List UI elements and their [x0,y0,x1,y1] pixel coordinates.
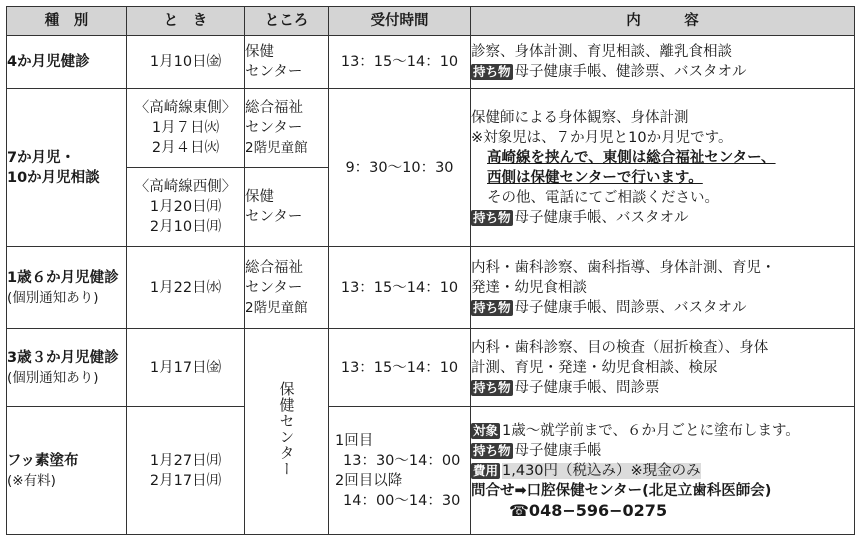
row-content [471,247,855,329]
row-place-east [245,89,329,168]
date-text: 〈高崎線東側〉 [134,100,237,116]
row-place [245,36,329,89]
time-text: 1回目 [335,432,374,449]
place-text: 総合福祉 [245,259,303,276]
row-date-east [127,89,245,168]
row-time [329,247,471,329]
content-text: ※対象児は、７か月児と10か月児です。 [471,129,733,146]
content-text: 保健師による身体観察、身体計測 [471,109,689,126]
content-text: 発達・幼児食相談 [471,279,587,296]
row-type [7,407,127,535]
date-text: 〈高崎線西側〉 [134,179,237,195]
table-row [7,247,855,329]
date-text: 1月17日㈮ [149,359,222,376]
row-type [7,329,127,407]
items-text: 母子健康手帳、バスタオル [514,209,689,226]
type-text: フッ素塗布 [7,452,79,469]
row-time [329,89,471,247]
items-text: 母子健康手帳 [514,442,602,459]
row-type [7,247,127,329]
items-tag: 持ち物 [473,442,511,458]
date-text: 1月22日㈬ [149,279,222,296]
content-text: 内科・歯科診察、歯科指導、身体計測、育児・ [471,259,776,276]
time-text: 13：15〜14：10 [340,54,459,70]
table-row [7,89,855,168]
type-note: (個別通知あり) [7,289,99,306]
row-date [127,247,245,329]
items-line [471,378,854,398]
content-text: 内科・歯科診察、目の検査（屈折検査）、身体 [471,339,769,356]
place-text: 保健 [245,189,274,205]
type-note: (※有料) [7,472,56,489]
items-tag: 持ち物 [473,379,511,395]
place-text: 2階児童館 [245,140,308,156]
fee-line [471,461,854,481]
fee-tag: 費用 [473,462,499,478]
content-text: 計測、育児・発達・幼児食相談、検尿 [471,359,718,376]
row-content [471,89,855,247]
date-text: 2月４日㈫ [151,140,220,156]
date-text: 1月27日㈪ [149,452,222,469]
target-line [471,421,854,441]
place-vertical-text: 保健センター [277,380,296,477]
type-text: 3歳３か月児健診 [7,349,119,366]
row-time [329,407,471,535]
table-row [7,36,855,89]
items-tag: 持ち物 [473,299,511,315]
items-line [471,208,854,228]
row-time [329,329,471,407]
table-row [7,329,855,407]
row-content [471,329,855,407]
content-text: 西側は保健センターで行います。 [487,169,703,186]
items-line [471,441,854,461]
items-text: 母子健康手帳、問診票、バスタオル [514,299,747,316]
row-time [329,36,471,89]
date-text: 2月10日㈪ [149,219,222,235]
row-content [471,36,855,89]
header-content: 内 容 [471,7,855,36]
row-date-west [127,168,245,247]
row-date [127,407,245,535]
type-text: 1歳６か月児健診 [7,269,119,286]
time-text: 13：15〜14：10 [340,279,459,296]
header-type: 種 別 [7,7,127,36]
type-note: (個別通知あり) [7,369,99,386]
row-place [245,247,329,329]
row-type [7,89,127,247]
row-type: 4か月児健診 [7,36,127,89]
place-text: センター [245,209,303,225]
items-text: 母子健康手帳、問診票 [514,379,660,396]
place-text: センター [245,279,303,296]
date-text: 1月10日㈮ [149,54,222,70]
content-text: その他、電話にてご相談ください。 [487,189,719,206]
items-line [471,62,854,82]
row-content [471,407,855,535]
time-text: 13：30〜14：00 [343,452,461,469]
items-tag: 持ち物 [473,209,511,225]
target-text: 1歳〜就学前まで、６か月ごとに塗布します。 [502,422,800,439]
header-row [7,7,855,36]
phone-number: ☎048−596−0275 [509,500,668,520]
table-row [7,407,855,535]
items-tag: 持ち物 [473,64,511,79]
date-text: 1月20日㈪ [149,199,222,215]
date-text: 1月７日㈫ [151,120,220,136]
contact-text: 問合せ➡口腔保健センター(北足立歯科医師会) [471,482,772,499]
row-date [127,36,245,89]
header-place: ところ [245,7,329,36]
row-date [127,329,245,407]
health-checkup-schedule-table [6,6,855,535]
content-text: 診察、身体計測、育児相談、離乳食相談 [471,44,732,60]
time-text: 14：00〜14：30 [343,492,461,509]
time-text: 2回目以降 [335,472,403,489]
type-text: 7か月児・ [7,149,76,166]
header-reception-time: 受付時間 [329,7,471,36]
place-text: センター [245,64,303,80]
type-text: 10か月児相談 [7,169,100,186]
place-text: 2階児童館 [245,299,308,316]
time-text: 9：30〜10：30 [345,159,454,176]
fee-text: 1,430円（税込み）※現金のみ [502,462,701,479]
items-line [471,298,854,318]
time-text: 13：15〜14：10 [340,359,459,376]
place-text: センター [245,120,303,136]
date-text: 2月17日㈪ [149,472,222,489]
content-text: 高崎線を挟んで、東側は総合福祉センター、 [487,149,776,166]
row-place-vertical [245,329,329,535]
place-text: 総合福祉 [245,100,303,116]
header-date: と き [127,7,245,36]
place-text: 保健 [245,44,274,60]
target-tag: 対象 [473,422,499,438]
row-place-west [245,168,329,247]
items-text: 母子健康手帳、健診票、バスタオル [514,64,747,80]
